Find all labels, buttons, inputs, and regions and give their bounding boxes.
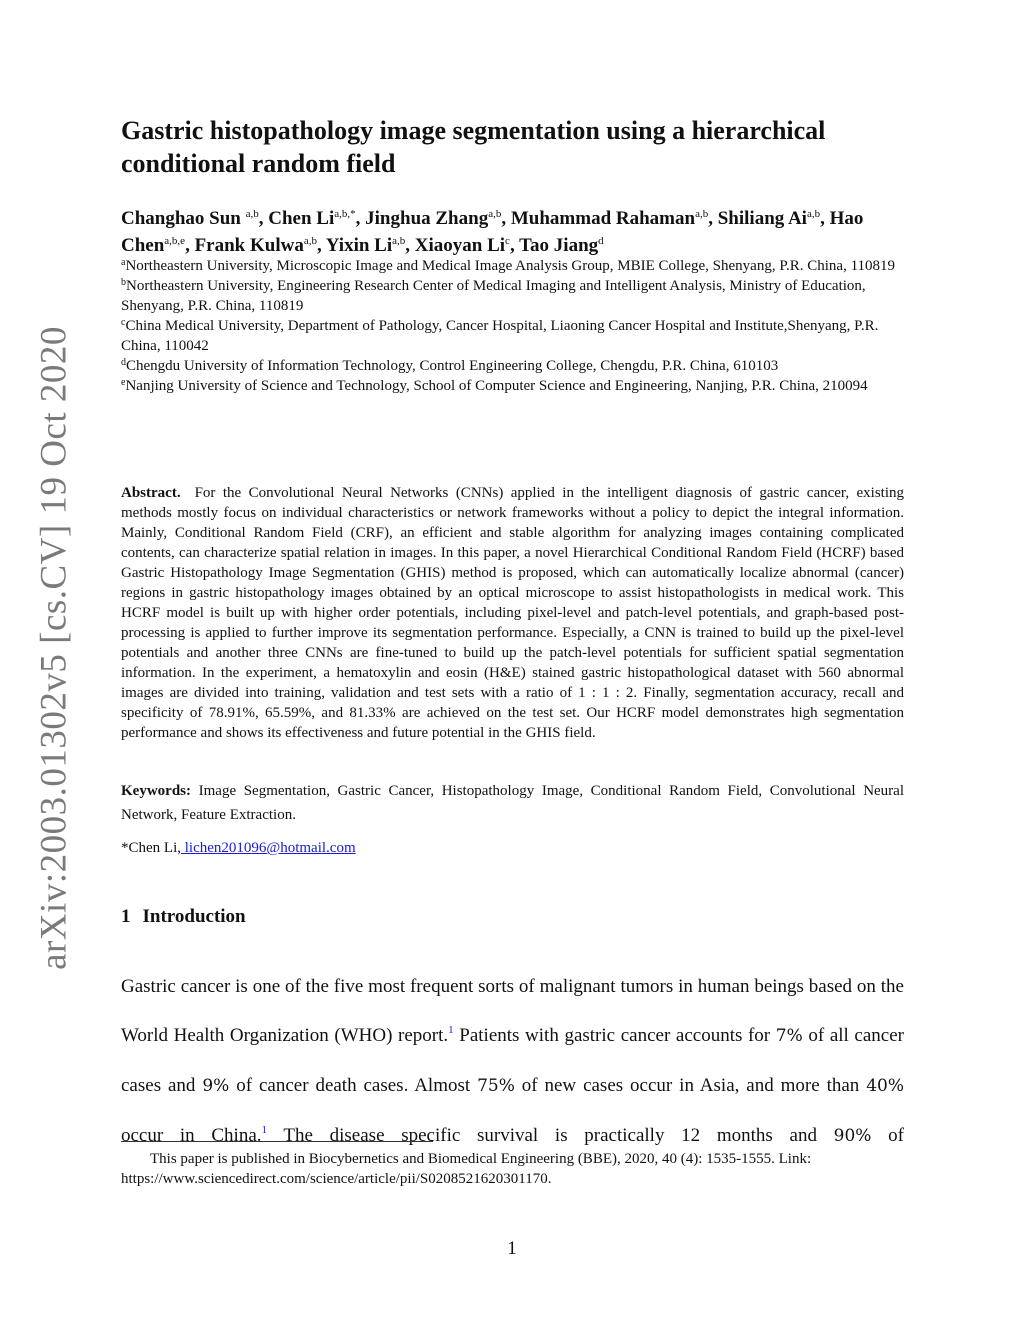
corresponding-author-name: *Chen Li, <box>121 840 181 856</box>
arxiv-identifier[interactable]: arXiv:2003.01302v5 [cs.CV] 19 Oct 2020 <box>33 326 75 970</box>
keywords <box>121 779 904 827</box>
keywords-text: Image Segmentation, Gastric Cancer, Histopathology Image, Conditional Random Field, Convolutional Neural Network, Feature Extraction. <box>121 783 905 823</box>
author: Frank Kulwa$^{a,b}$ <box>194 235 317 256</box>
footnote-ref-link[interactable]: 1 <box>448 1024 454 1036</box>
section-title: Introduction <box>142 906 246 927</box>
footnote-divider <box>121 1141 433 1142</box>
section-number: 1 <box>121 906 131 927</box>
corresponding-author <box>121 838 356 858</box>
author: Chen $Li^{a,b,*}$ <box>268 208 356 229</box>
author-affiliation-marks: a,b <box>245 208 259 220</box>
author-affiliation-marks: c <box>505 235 510 247</box>
affiliation-mark: e <box>121 377 126 388</box>
affiliation: $^c$China Medical University, Department of Pathology, Cancer Hospital, Liaoning Cancer Hospital and Institute,Shenyang, P.R. China, 110042 <box>121 317 879 354</box>
author: Muhammad Rahaman$^{a,b}$ <box>510 208 709 229</box>
author-affiliation-marks: a,b <box>303 235 317 247</box>
author-list: Changhao Sun $^{a,b}$, Chen $Li^{a,b,*}$, Jinghua Zhang$^{a,b}$, Muhammad Rahaman$^{a,b}$, Shiliang Ai$^{a,b}$, Hao Chen$^{a,b,e}$, Frank Kulwa$^{a,b}$, Yixin Li$^{a,b}$, Xiaoyan Li$^c$, Tao Jiang$^d$ <box>121 208 864 256</box>
page-number: 1 <box>507 1238 517 1259</box>
affiliation-mark: d <box>121 357 126 368</box>
affiliation: $^d$Chengdu University of Information Technology, Control Engineering College, Chengdu, P.R. China, 610103 <box>121 357 779 374</box>
percentage-value: 9% <box>202 1076 230 1096</box>
affiliation-mark: b <box>121 277 126 288</box>
author: Tao Jiang$^d$ <box>519 235 604 256</box>
author-affiliation-marks: a,b <box>695 208 709 220</box>
abstract-label: Abstract. <box>121 485 181 501</box>
affiliation: $^e$Nanjing University of Science and Technology, School of Computer Science and Engineering, Nanjing, P.R. China, 210094 <box>121 377 868 394</box>
abstract <box>121 483 904 743</box>
author: Yixin Li$^{a,b}$ <box>325 235 406 256</box>
author-affiliation-marks: a,b <box>488 208 502 220</box>
section-heading <box>121 905 246 929</box>
author: Hao Chen$^{a,b,e}$ <box>121 208 864 256</box>
introduction-paragraph: Gastric cancer is one of the five most frequent sorts of malignant tumors in human beings based on the World Health Organization (WHO) report.$^1$ Patients with gastric cancer accounts for 7% of all cancer cases and 9% of cancer death cases. Almost 75% of new cases occur in Asia, and more than 40% occur in China.$^1$ The disease specific survival is practically 12 months and 90% of <box>121 976 905 1146</box>
email-link[interactable]: lichen201096@hotmail.com <box>181 840 356 856</box>
affiliation: $^a$Northeastern University, Microscopic Image and Medical Image Analysis Group, MBIE College, Shenyang, P.R. China, 110819 <box>121 257 896 274</box>
footnote-text: This paper is published in Biocybernetics and Biomedical Engineering (BBE), 2020, 40 (4): 1535-1555. Link: <box>150 1151 812 1167</box>
author-affiliation-marks: d <box>598 235 604 247</box>
author-affiliation-marks: a,b <box>392 235 406 247</box>
keywords-label: Keywords: <box>121 783 191 799</box>
abstract-text: For the Convolutional Neural Networks (CNNs) applied in the intelligent diagnosis of gastric cancer, existing methods mostly focus on individual characteristics or network frameworks without a policy to depict the integral information. Mainly, Conditional Random Field (CRF), an efficient and stable algorithm for analyzing images containing complicated contents, can characterize spatial relation in images. In this paper, a novel Hierarchical Conditional Random Field (HCRF) based Gastric Histopathology Image Segmentation (GHIS) method is proposed, which can automatically localize abnormal (cancer) regions in gastric histopathology images obtained by an optical microscope to assist histopathologists in medical work. This HCRF model is built up with higher order potentials, including pixel-level and patch-level potentials, and graph-based post-processing is applied to further improve its segmentation performance. Especially, a CNN is trained to build up the pixel-level potentials and another three CNNs are fine-tuned to build up the patch-level potentials for sufficient spatial segmentation information. In the experiment, a hematoxylin and eosin (H&E) stained gastric histopathological dataset with 560 abnormal images are divided into training, validation and test sets with a ratio of 1 : 1 : 2. Finally, segmentation accuracy, recall and specificity of 78.91%, 65.59%, and 81.33% are achieved on the test set. Our HCRF model demonstrates high segmentation performance and shows its effectiveness and future potential in the GHIS field. <box>121 485 904 741</box>
author-affiliation-marks: a,b <box>806 208 821 220</box>
author-affiliation-marks: a,b,* <box>334 208 356 220</box>
author-affiliation-marks: a,b,e <box>164 235 186 247</box>
percentage-value: 75% <box>477 1076 515 1096</box>
author: Jinghua Zhang$^{a,b}$ <box>365 208 502 229</box>
affiliation-mark: c <box>121 317 126 328</box>
footnote-url[interactable]: https://www.sciencedirect.com/science/article/pii/S0208521620301170. <box>121 1171 552 1187</box>
affiliation: $^b$Northeastern University, Engineering Research Center of Medical Imaging and Intelligent Analysis, Ministry of Education, Shenyang, P.R. China, 110819 <box>121 277 866 314</box>
percentage-value: 90% <box>833 1126 872 1146</box>
author: Xiaoyan Li$^c$ <box>414 235 510 256</box>
author: Shiliang Ai$^{a,b}$ <box>717 208 821 229</box>
affiliation-list <box>121 256 911 396</box>
affiliation-mark: a <box>121 257 126 268</box>
percentage-value: 7% <box>775 1026 803 1046</box>
percentage-value: 40% <box>866 1076 904 1096</box>
paper-title: Gastric histopathology image segmentation using a hierarchical conditional random field <box>121 116 826 178</box>
author: Changhao Sun $^{a,b}$ <box>121 208 259 229</box>
footnote <box>121 1149 904 1189</box>
footnote-ref-link[interactable]: 1 <box>261 1124 268 1136</box>
